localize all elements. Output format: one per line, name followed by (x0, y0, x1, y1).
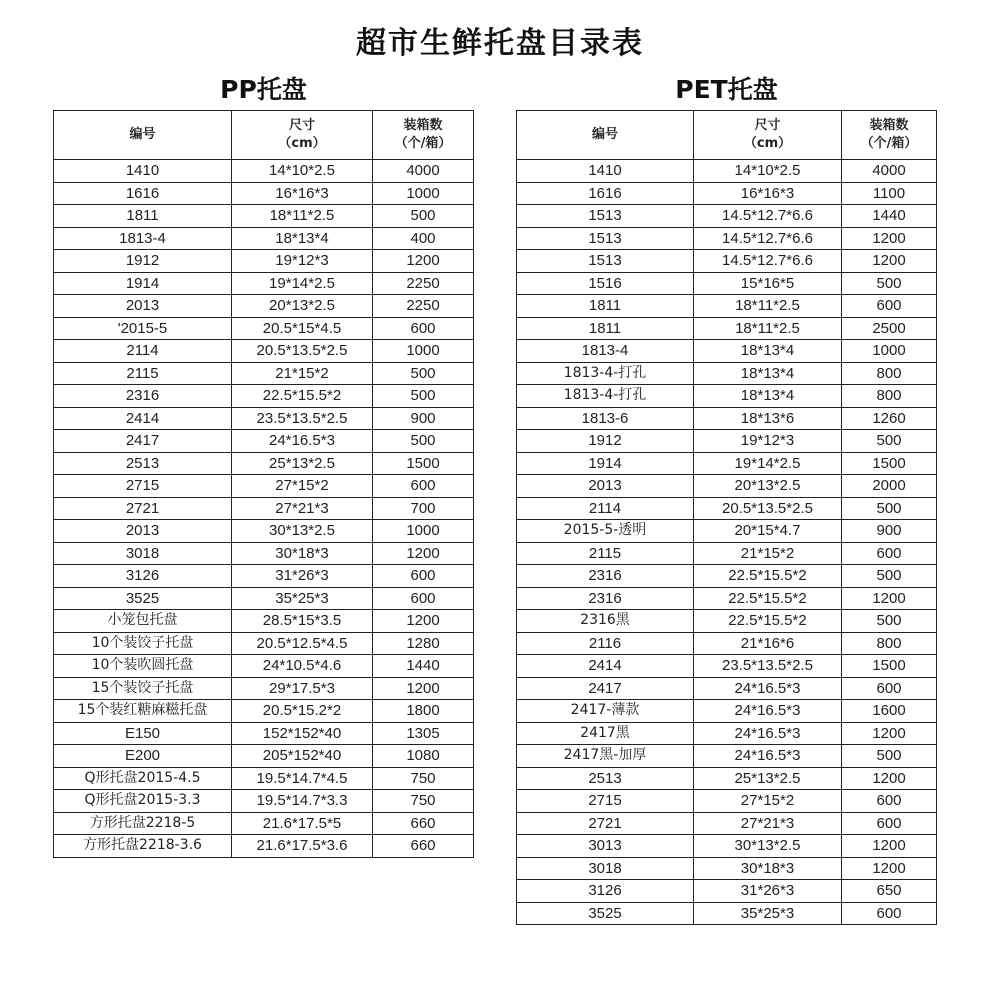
table-row (54, 340, 474, 363)
table-row (54, 205, 474, 228)
table-row (54, 272, 474, 295)
header-qty-label: 装箱数 (869, 118, 909, 133)
cell-qty: 1200 (842, 857, 937, 880)
cell-size: 22.5*15.5*2 (694, 565, 842, 588)
cell-size: 19*14*2.5 (694, 452, 842, 475)
column-header-size (694, 111, 842, 160)
cell-qty: 1280 (373, 632, 474, 655)
cell-qty: 1000 (842, 340, 937, 363)
table-row (517, 452, 937, 475)
cell-size: 30*18*3 (232, 542, 373, 565)
cell-size: 20.5*12.5*4.5 (232, 632, 373, 655)
cell-code: 2013 (54, 520, 232, 543)
cell-code: 3525 (54, 587, 232, 610)
cell-code: 1813-4 (54, 227, 232, 250)
cell-code: 1912 (54, 250, 232, 273)
cell-qty: 1200 (373, 542, 474, 565)
table-row (54, 655, 474, 678)
table-row (54, 385, 474, 408)
table-row (54, 632, 474, 655)
table-row (517, 475, 937, 498)
header-qty-unit: （个/箱） (394, 136, 452, 151)
header-size-unit: （cm） (278, 136, 326, 151)
cell-qty: 1200 (842, 250, 937, 273)
table-row (54, 475, 474, 498)
cell-qty: 1200 (373, 677, 474, 700)
cell-size: 19.5*14.7*4.5 (232, 767, 373, 790)
table-row (54, 677, 474, 700)
cell-qty: 1100 (842, 182, 937, 205)
cell-size: 23.5*13.5*2.5 (694, 655, 842, 678)
cell-code: 1513 (517, 250, 694, 273)
cell-code: 2116 (517, 632, 694, 655)
cell-size: 21.6*17.5*5 (232, 812, 373, 835)
cell-qty: 500 (373, 430, 474, 453)
header-qty-unit: （个/箱） (860, 136, 918, 151)
table-row (54, 295, 474, 318)
table-row (54, 610, 474, 633)
cell-size: 14.5*12.7*6.6 (694, 250, 842, 273)
cell-code: 1513 (517, 227, 694, 250)
cell-size: 31*26*3 (232, 565, 373, 588)
cell-size: 24*16.5*3 (694, 700, 842, 723)
table-row (54, 542, 474, 565)
cell-qty: 800 (842, 362, 937, 385)
cell-code: 2513 (517, 767, 694, 790)
cell-size: 19.5*14.7*3.3 (232, 790, 373, 813)
cell-code: 3525 (517, 902, 694, 925)
pet-table-body (517, 160, 937, 925)
cell-qty: 750 (373, 790, 474, 813)
cell-code: 10个装吹圆托盘 (54, 655, 232, 678)
cell-code: 2114 (517, 497, 694, 520)
cell-size: 14.5*12.7*6.6 (694, 227, 842, 250)
table-row (517, 520, 937, 543)
table-row (517, 205, 937, 228)
cell-size: 27*15*2 (232, 475, 373, 498)
cell-size: 22.5*15.5*2 (694, 610, 842, 633)
cell-qty: 600 (373, 475, 474, 498)
cell-qty: 1200 (373, 250, 474, 273)
cell-code: 2417黑 (517, 722, 694, 745)
cell-size: 20.5*13.5*2.5 (694, 497, 842, 520)
cell-qty: 600 (842, 677, 937, 700)
cell-qty: 600 (842, 812, 937, 835)
cell-code: 2114 (54, 340, 232, 363)
cell-code: 2013 (54, 295, 232, 318)
table-row (54, 812, 474, 835)
cell-size: 27*15*2 (694, 790, 842, 813)
table-row (54, 160, 474, 183)
cell-code: 小笼包托盘 (54, 610, 232, 633)
cell-qty: 1200 (842, 722, 937, 745)
cell-code: 10个装饺子托盘 (54, 632, 232, 655)
table-row (517, 880, 937, 903)
cell-qty: 4000 (842, 160, 937, 183)
cell-qty: 600 (842, 542, 937, 565)
table-row (517, 767, 937, 790)
cell-code: 2417 (517, 677, 694, 700)
cell-code: 2715 (54, 475, 232, 498)
cell-qty: 650 (842, 880, 937, 903)
cell-code: 2115 (517, 542, 694, 565)
cell-qty: 1440 (842, 205, 937, 228)
cell-qty: 500 (373, 205, 474, 228)
table-row (517, 497, 937, 520)
cell-size: 30*13*2.5 (232, 520, 373, 543)
cell-qty: 600 (842, 902, 937, 925)
cell-size: 30*18*3 (694, 857, 842, 880)
cell-qty: 750 (373, 767, 474, 790)
table-row (54, 227, 474, 250)
cell-size: 21*15*2 (232, 362, 373, 385)
table-row (517, 677, 937, 700)
column-header-code (517, 111, 694, 160)
cell-size: 19*12*3 (232, 250, 373, 273)
table-row (517, 250, 937, 273)
cell-qty: 1200 (373, 610, 474, 633)
cell-code: Q形托盘2015-3.3 (54, 790, 232, 813)
cell-qty: 4000 (373, 160, 474, 183)
cell-code: 15个装红糖麻糍托盘 (54, 700, 232, 723)
cell-qty: 2250 (373, 295, 474, 318)
cell-size: 18*13*4 (694, 362, 842, 385)
cell-size: 24*16.5*3 (694, 745, 842, 768)
table-row (517, 295, 937, 318)
table-row (517, 317, 937, 340)
cell-size: 16*16*3 (694, 182, 842, 205)
cell-size: 22.5*15.5*2 (694, 587, 842, 610)
table-row (517, 812, 937, 835)
cell-size: 35*25*3 (232, 587, 373, 610)
table-row (517, 272, 937, 295)
cell-code: 2417黑-加厚 (517, 745, 694, 768)
cell-qty: 500 (842, 272, 937, 295)
cell-code: 1616 (517, 182, 694, 205)
cell-size: 20.5*15*4.5 (232, 317, 373, 340)
cell-qty: 600 (373, 317, 474, 340)
table-row (517, 722, 937, 745)
cell-qty: 1200 (842, 227, 937, 250)
cell-code: 1914 (54, 272, 232, 295)
cell-qty: 800 (842, 632, 937, 655)
cell-code: 1616 (54, 182, 232, 205)
cell-size: 29*17.5*3 (232, 677, 373, 700)
cell-size: 152*152*40 (232, 722, 373, 745)
cell-size: 21*15*2 (694, 542, 842, 565)
header-size-label: 尺寸 (754, 118, 781, 133)
table-row (54, 182, 474, 205)
table-row (517, 565, 937, 588)
cell-code: E150 (54, 722, 232, 745)
cell-size: 18*13*6 (694, 407, 842, 430)
table-row (54, 790, 474, 813)
cell-code: 2316黑 (517, 610, 694, 633)
cell-size: 18*13*4 (232, 227, 373, 250)
table-row (517, 610, 937, 633)
cell-code: 1811 (517, 317, 694, 340)
table-row (517, 655, 937, 678)
cell-code: 2417 (54, 430, 232, 453)
cell-qty: 800 (842, 385, 937, 408)
table-row (517, 407, 937, 430)
cell-code: 方形托盘2218-3.6 (54, 835, 232, 858)
cell-qty: 500 (842, 430, 937, 453)
table-row (517, 632, 937, 655)
cell-qty: 660 (373, 835, 474, 858)
cell-size: 18*11*2.5 (232, 205, 373, 228)
cell-qty: 400 (373, 227, 474, 250)
table-row (54, 497, 474, 520)
cell-size: 20.5*15.2*2 (232, 700, 373, 723)
table-row (517, 160, 937, 183)
table-row (517, 227, 937, 250)
page-title: 超市生鲜托盘目录表 (356, 26, 644, 61)
table-row (517, 835, 937, 858)
table-row (54, 407, 474, 430)
cell-code: 1813-4-打孔 (517, 385, 694, 408)
cell-code: Q形托盘2015-4.5 (54, 767, 232, 790)
pp-table-body (54, 160, 474, 858)
cell-size: 14*10*2.5 (694, 160, 842, 183)
cell-qty: 900 (842, 520, 937, 543)
table-header-row (517, 111, 937, 160)
cell-size: 28.5*15*3.5 (232, 610, 373, 633)
table-row (54, 317, 474, 340)
column-header-size (232, 111, 373, 160)
cell-size: 205*152*40 (232, 745, 373, 768)
pp-section-title: PP托盘 (220, 75, 307, 104)
table-header-row (54, 111, 474, 160)
cell-qty: 1440 (373, 655, 474, 678)
cell-size: 18*13*4 (694, 340, 842, 363)
cell-size: 15*16*5 (694, 272, 842, 295)
cell-qty: 1200 (842, 587, 937, 610)
table-row (54, 430, 474, 453)
table-row (517, 745, 937, 768)
cell-code: 1811 (517, 295, 694, 318)
cell-size: 21.6*17.5*3.6 (232, 835, 373, 858)
cell-qty: 500 (842, 565, 937, 588)
table-row (54, 722, 474, 745)
cell-code: 2316 (517, 587, 694, 610)
cell-size: 21*16*6 (694, 632, 842, 655)
cell-qty: 1600 (842, 700, 937, 723)
table-row (54, 587, 474, 610)
cell-code: 3018 (54, 542, 232, 565)
header-qty-label: 装箱数 (403, 118, 443, 133)
header-size-unit: （cm） (743, 136, 792, 151)
cell-qty: 2250 (373, 272, 474, 295)
cell-size: 19*12*3 (694, 430, 842, 453)
cell-code: 3126 (517, 880, 694, 903)
cell-size: 18*11*2.5 (694, 295, 842, 318)
cell-code: E200 (54, 745, 232, 768)
cell-code: 1410 (517, 160, 694, 183)
cell-qty: 700 (373, 497, 474, 520)
cell-qty: 1500 (842, 452, 937, 475)
cell-code: 3126 (54, 565, 232, 588)
table-row (54, 520, 474, 543)
cell-code: 3018 (517, 857, 694, 880)
table-row (517, 857, 937, 880)
cell-size: 22.5*15.5*2 (232, 385, 373, 408)
cell-size: 35*25*3 (694, 902, 842, 925)
cell-qty: 500 (842, 610, 937, 633)
table-row (54, 452, 474, 475)
cell-code: 2721 (517, 812, 694, 835)
cell-code: 2715 (517, 790, 694, 813)
cell-code: 2316 (54, 385, 232, 408)
pet-section-title: PET托盘 (675, 75, 778, 104)
cell-code: 2316 (517, 565, 694, 588)
table-row (54, 745, 474, 768)
cell-code: 1813-4 (517, 340, 694, 363)
cell-qty: 600 (842, 790, 937, 813)
cell-size: 19*14*2.5 (232, 272, 373, 295)
cell-code: 2721 (54, 497, 232, 520)
cell-qty: 600 (842, 295, 937, 318)
table-row (517, 385, 937, 408)
column-header-code (54, 111, 232, 160)
cell-size: 23.5*13.5*2.5 (232, 407, 373, 430)
column-header-qty (842, 111, 937, 160)
header-code-label: 编号 (591, 127, 618, 142)
table-row (517, 587, 937, 610)
cell-qty: 1305 (373, 722, 474, 745)
cell-size: 20*13*2.5 (232, 295, 373, 318)
cell-qty: 2500 (842, 317, 937, 340)
cell-size: 14.5*12.7*6.6 (694, 205, 842, 228)
cell-code: 1516 (517, 272, 694, 295)
table-row (54, 250, 474, 273)
cell-size: 31*26*3 (694, 880, 842, 903)
cell-code: 1811 (54, 205, 232, 228)
cell-size: 16*16*3 (232, 182, 373, 205)
cell-qty: 500 (842, 497, 937, 520)
cell-qty: 500 (842, 745, 937, 768)
cell-qty: 1260 (842, 407, 937, 430)
cell-code: 1914 (517, 452, 694, 475)
cell-code: 2015-5-透明 (517, 520, 694, 543)
cell-size: 14*10*2.5 (232, 160, 373, 183)
cell-size: 18*11*2.5 (694, 317, 842, 340)
cell-size: 18*13*4 (694, 385, 842, 408)
cell-qty: 1200 (842, 835, 937, 858)
cell-size: 24*16.5*3 (694, 677, 842, 700)
table-row (54, 767, 474, 790)
cell-qty: 600 (373, 587, 474, 610)
cell-qty: 500 (373, 385, 474, 408)
cell-size: 20.5*13.5*2.5 (232, 340, 373, 363)
cell-size: 24*16.5*3 (694, 722, 842, 745)
table-row (54, 362, 474, 385)
cell-qty: 2000 (842, 475, 937, 498)
cell-qty: 1000 (373, 182, 474, 205)
cell-size: 20*13*2.5 (694, 475, 842, 498)
cell-code: 1410 (54, 160, 232, 183)
cell-size: 25*13*2.5 (694, 767, 842, 790)
table-row (54, 700, 474, 723)
cell-code: 2115 (54, 362, 232, 385)
cell-size: 25*13*2.5 (232, 452, 373, 475)
cell-size: 20*15*4.7 (694, 520, 842, 543)
cell-size: 27*21*3 (232, 497, 373, 520)
table-row (517, 700, 937, 723)
cell-size: 24*16.5*3 (232, 430, 373, 453)
cell-qty: 1000 (373, 520, 474, 543)
cell-qty: 1800 (373, 700, 474, 723)
cell-code: 2414 (517, 655, 694, 678)
cell-qty: 1500 (842, 655, 937, 678)
cell-code: 3013 (517, 835, 694, 858)
cell-qty: 900 (373, 407, 474, 430)
table-row (517, 182, 937, 205)
cell-code: 1813-6 (517, 407, 694, 430)
cell-size: 27*21*3 (694, 812, 842, 835)
cell-qty: 660 (373, 812, 474, 835)
cell-size: 24*10.5*4.6 (232, 655, 373, 678)
cell-code: 2513 (54, 452, 232, 475)
cell-qty: 500 (373, 362, 474, 385)
table-row (517, 542, 937, 565)
cell-code: 15个装饺子托盘 (54, 677, 232, 700)
cell-qty: 1500 (373, 452, 474, 475)
table-row (54, 565, 474, 588)
cell-code: 2417-薄款 (517, 700, 694, 723)
table-row (517, 790, 937, 813)
header-code-label: 编号 (129, 127, 156, 142)
cell-code: '2015-5 (54, 317, 232, 340)
column-header-qty (373, 111, 474, 160)
cell-code: 1813-4-打孔 (517, 362, 694, 385)
cell-code: 2414 (54, 407, 232, 430)
table-row (517, 902, 937, 925)
cell-size: 30*13*2.5 (694, 835, 842, 858)
pp-tray-table (53, 110, 474, 858)
header-size-label: 尺寸 (288, 118, 315, 133)
pet-tray-table (516, 110, 937, 925)
table-row (517, 340, 937, 363)
cell-qty: 1000 (373, 340, 474, 363)
cell-qty: 1200 (842, 767, 937, 790)
cell-code: 方形托盘2218-5 (54, 812, 232, 835)
cell-qty: 600 (373, 565, 474, 588)
table-row (54, 835, 474, 858)
cell-code: 2013 (517, 475, 694, 498)
table-row (517, 430, 937, 453)
table-row (517, 362, 937, 385)
cell-code: 1912 (517, 430, 694, 453)
cell-qty: 1080 (373, 745, 474, 768)
cell-code: 1513 (517, 205, 694, 228)
